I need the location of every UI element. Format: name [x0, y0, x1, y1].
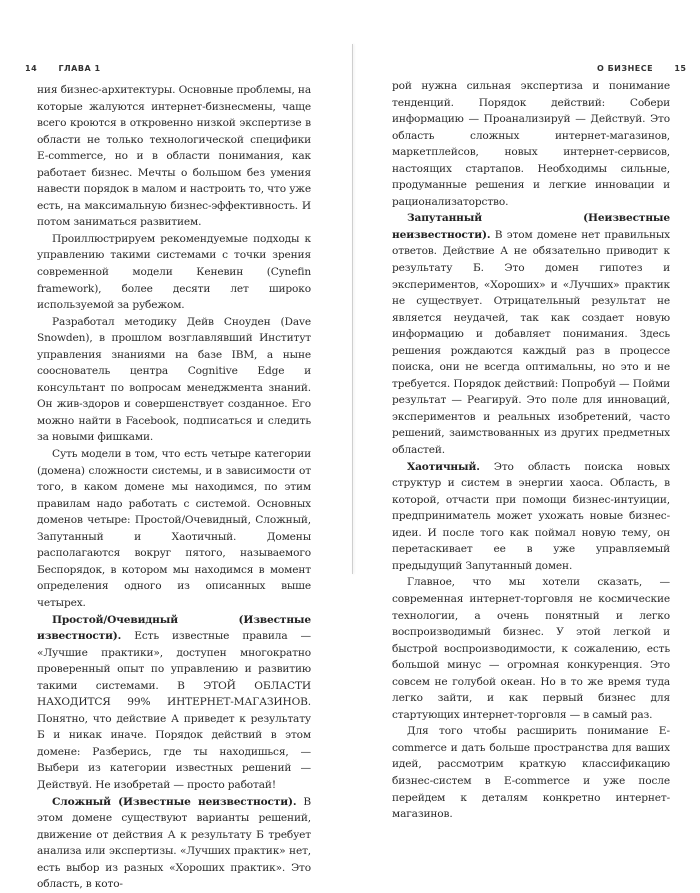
- left-chapter-title: ГЛАВА 1: [58, 64, 101, 73]
- paragraph-text: Есть известные правила — «Лучшие практики», доступен многократно проверенный опыт по управлению и развитию такими системами. В ЭТОЙ ОБЛАСТИ НАХОДИТСЯ 99% ИНТЕРНЕТ-МАГАЗИНОВ. Понятно, что действие А приведет к результату Б и никак иначе. Порядок действий в этом домене: Разберись, где ты находишься, — Выбери из категории известных решений — Действуй. Не изобретай — просто работай!: [37, 630, 311, 791]
- right-page-body: [392, 78, 670, 823]
- paragraph-text: Суть модели в том, что есть четыре категории (домена) сложности системы, и в зависимости от того, в каком домене мы находимся, по этим правилам надо работать с системой. Основных доменов четыре: Простой/Очевидный, Сложный, Запутанный и Хаотичный. Домены располагаются вокруг пятого, называемого Беспорядок, в котором мы находимся в момент определения одного из описанных выше четырех.: [37, 448, 311, 609]
- paragraph-text: В этом домене существуют варианты решений, движение от действия А к результату Б требует анализа или экспертизы. «Лучших практик» нет, есть выбор из разных «Хороших практик». Это область, в кото-: [37, 795, 311, 891]
- paragraph: [392, 574, 670, 723]
- paragraph-text: В этом домене нет правильных ответов. Действие А не обязательно приводит к результату Б. Это домен гипотез и экспериментов, «Хороших» и «Лучших» практик не существует. Отрицательный результат не является неудачей, так как создает новую информацию и добавляет понимания. Здесь решения рождаются каждый раз в процессе поиска, они не всегда оптимальны, но это и не требуется. Порядок действий: Попробуй — Пойми результат — Реагируй. Это поле для инноваций, экспериментов и реальных изобретений, часто решений, заимствованных из других предметных областей.: [392, 228, 670, 457]
- paragraph-text: ния бизнес-архитектуры. Основные проблемы, на которые жалуются интернет-бизнесмены, чаще всего кроются в откровенно низкой экспертизе в области не только технологической специфики E-commerce, но и в области понимания, как работает бизнес. Мечты о большом без умения навести порядок в малом и настроить то, что уже есть, на максимальную бизнес-эффективность. И потом заниматься развитием.: [37, 84, 311, 229]
- paragraph-text: Главное, что мы хотели сказать, — современная интернет-торговля не космические технологии, а очень понятный и легко воспроизводимый бизнес. У этой легкой и быстрой воспроизводимости, к сожалению, есть большой минус — огромная конкуренция. Это совсем не голубой океан. Но в то же время туда легко зайти, и как первый бизнес для стартующих интернет-торговля — в самый раз.: [392, 576, 670, 721]
- paragraph-text: Разработал методику Дейв Сноуден (Dave Snowden), в прошлом возглавлявший Институт управления знаниями на базе IBM, а ныне сооснователь центра Cognitive Edge и консультант по вопросам менеджмента знаний. Он жив-здоров и совершенствует созданное. Его можно найти в Facebook, подписаться и следить за новыми фишками.: [37, 315, 311, 444]
- right-section-title: О БИЗНЕСЕ: [597, 64, 654, 73]
- book-spine: [352, 44, 353, 574]
- paragraph-text: рой нужна сильная экспертиза и понимание тенденций. Порядок действий: Собери информацию — Проанализируй — Действуй. Это область сложных интернет-магазинов, маркетплейсов, новых интернет-сервисов, настоящих стартапов. Необходимы сильные, продуманные решения и легкие инновации и рационализаторство.: [392, 80, 670, 208]
- paragraph: [392, 459, 670, 575]
- paragraph-lead: Хаотичный.: [407, 460, 480, 473]
- paragraph: [392, 723, 670, 822]
- paragraph: [37, 231, 311, 314]
- paragraph-text: Для того чтобы расширить понимание E-commerce и дать больше пространства для ваших идей, рассмотрим краткую классификацию бизнес-систем в E-commerce и уже после перейдем к деталям конкретно интернет-магазинов.: [392, 725, 670, 821]
- paragraph: [392, 210, 670, 458]
- left-page-body: [37, 82, 311, 893]
- paragraph-lead: Запутанный (Неизвестные неизвестности).: [392, 212, 670, 241]
- left-page-number: 14: [25, 64, 38, 73]
- paragraph: [37, 612, 311, 794]
- paragraph-lead: Сложный (Известные неизвестности).: [52, 795, 297, 808]
- paragraph-text: Это область поиска новых структур и систем в энергии хаоса. Область, в которой, отчасти при помощи бизнес-интуиции, предприниматель может ухожать новые бизнес-идеи. И после того как поймал новую тему, он перетаскивает ее в уже управляемый предыдущий Запутанный домен.: [392, 460, 670, 572]
- right-running-head: [597, 64, 687, 73]
- paragraph-lead: Простой/Очевидный (Известные известности).: [37, 613, 311, 643]
- paragraph: [37, 794, 311, 893]
- paragraph: [37, 446, 311, 611]
- paragraph: [37, 314, 311, 446]
- paragraph-text: Проиллюстрируем рекомендуемые подходы к управлению такими системами с точки зрения современной модели Кеневин (Cynefin framework), более десяти лет широко используемой за рубежом.: [37, 232, 311, 312]
- right-page-number: 15: [674, 64, 687, 73]
- paragraph: [37, 82, 311, 231]
- paragraph: [392, 78, 670, 210]
- left-running-head: [25, 64, 101, 73]
